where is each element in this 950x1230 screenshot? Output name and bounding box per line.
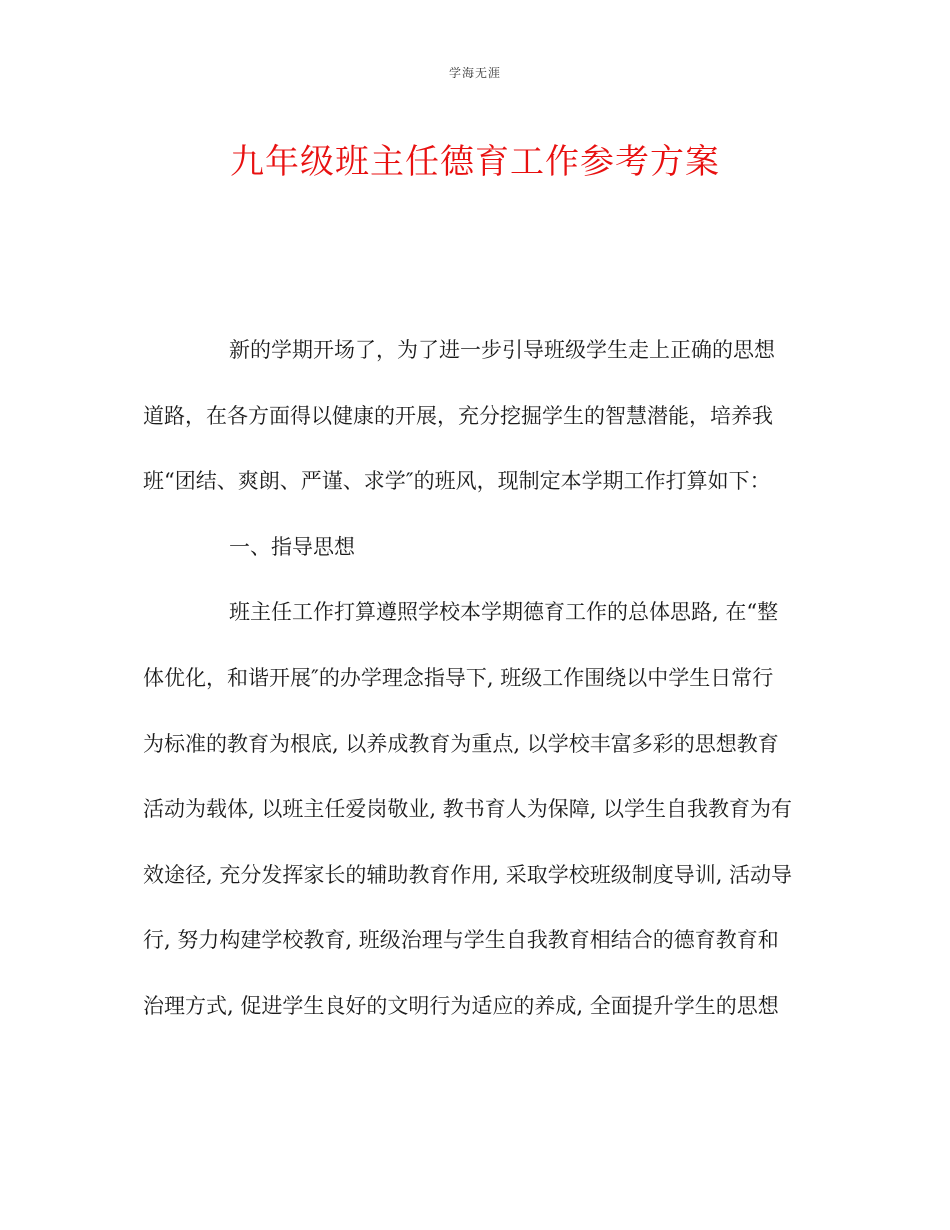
- section-heading: 一、指导思想: [229, 534, 355, 559]
- paragraph-line: 活动为载体, 以班主任爱岗敬业, 教书育人为保障, 以学生自我教育为有: [143, 797, 793, 822]
- paragraph-line: 效途径, 充分发挥家长的辅助教育作用, 采取学校班级制度导训, 活动导: [143, 862, 793, 887]
- paragraph-line: 行, 努力构建学校教育, 班级治理与学生自我教育相结合的德育教育和: [143, 928, 779, 953]
- paragraph-line: 新的学期开场了，为了进一步引导班级学生走上正确的思想: [229, 338, 775, 362]
- document-body: [143, 318, 807, 1040]
- paragraph-line: 道路，在各方面得以健康的开展，充分挖掘学生的智慧潜能，培养我: [143, 403, 773, 428]
- paragraph-line: 为标准的教育为根底, 以养成教育为重点, 以学校丰富多彩的思想教育: [143, 731, 779, 756]
- paragraph-line: 班“团结、爽朗、严谨、求学″的班风，现制定本学期工作打算如下：: [143, 469, 771, 494]
- paragraph-line: 治理方式, 促进学生良好的文明行为适应的养成, 全面提升学生的思想: [143, 993, 779, 1018]
- document-title: 九年级班主任德育工作参考方案: [230, 142, 720, 182]
- paragraph-line: 班主任工作打算遵照学校本学期德育工作的总体思路, 在“整: [229, 600, 779, 625]
- page-header: 学海无涯: [448, 66, 501, 80]
- paragraph-line: 体优化，和谐开展″的办学理念指导下, 班级工作围绕以中学生日常行: [143, 665, 774, 690]
